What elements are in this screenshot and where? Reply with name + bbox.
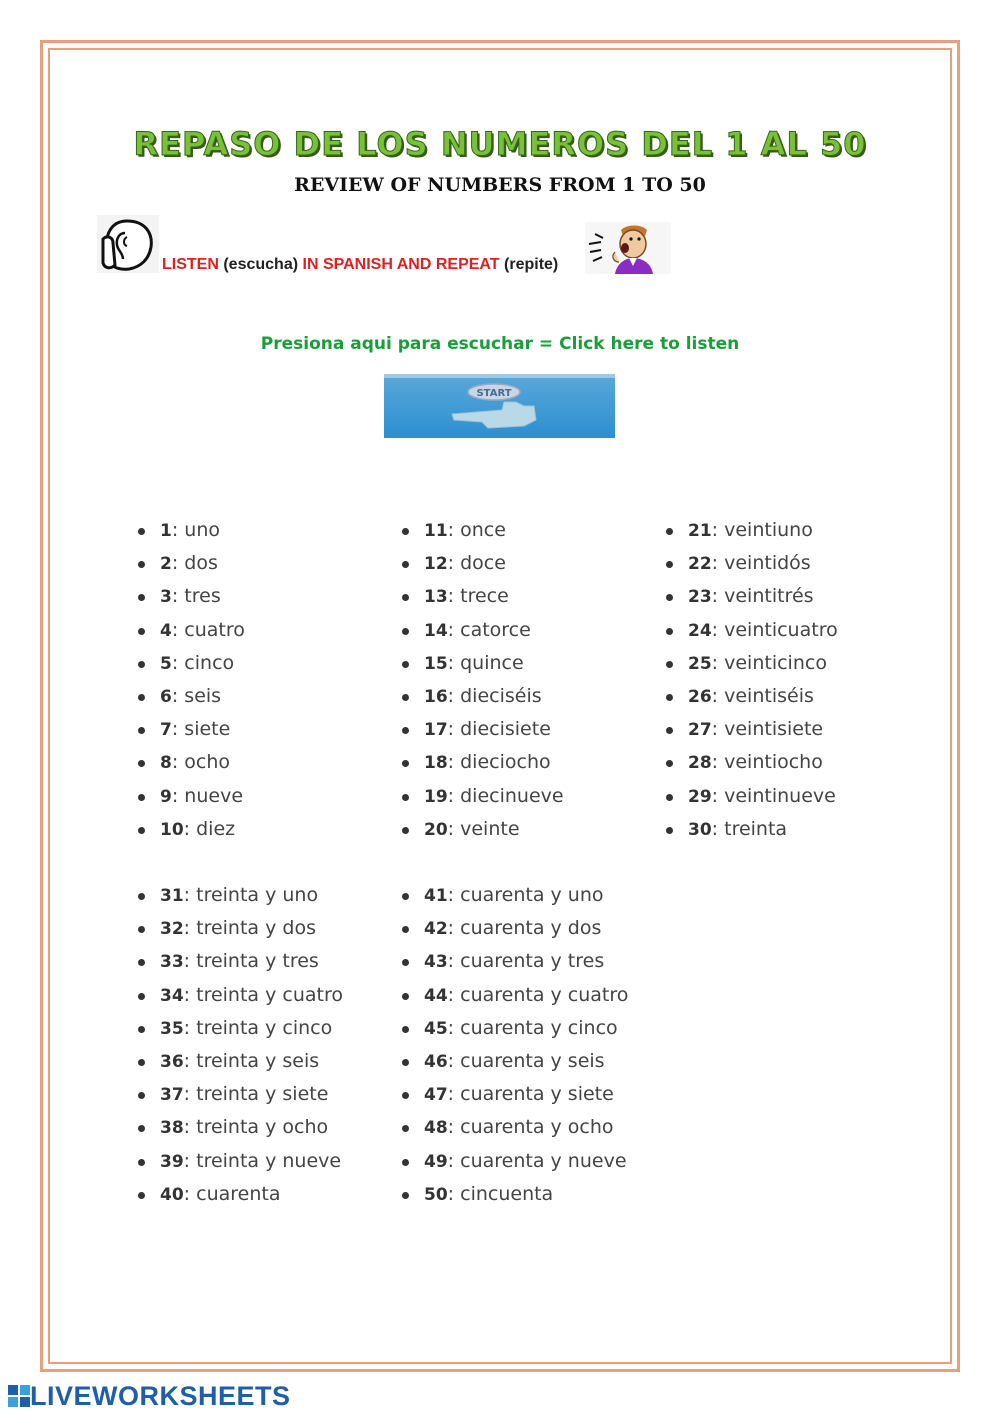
number-word: treinta y tres bbox=[196, 950, 319, 973]
number-word: cuarenta y tres bbox=[460, 950, 605, 973]
number-item: 9: nueve bbox=[138, 780, 245, 813]
number-item: 32: treinta y dos bbox=[138, 912, 343, 945]
footer-brand: LIVEWORKSHEETS bbox=[30, 1380, 291, 1411]
number-item: 16: dieciséis bbox=[402, 680, 564, 713]
number-word: dieciséis bbox=[460, 684, 542, 707]
page-subtitle: REVIEW OF NUMBERS FROM 1 TO 50 bbox=[294, 174, 706, 196]
number-digit: 18 bbox=[424, 753, 448, 774]
number-digit: 19 bbox=[424, 786, 448, 807]
number-word: treinta y siete bbox=[196, 1083, 329, 1106]
number-digit: 22 bbox=[688, 554, 712, 575]
number-item: 26: veintiséis bbox=[666, 680, 838, 713]
click-to-listen-text: Presiona aqui para escuchar = Click here to listen bbox=[260, 334, 740, 354]
number-digit: 44 bbox=[424, 985, 448, 1006]
start-audio-button[interactable] bbox=[384, 374, 615, 438]
number-word: trece bbox=[460, 585, 509, 608]
number-digit: 4 bbox=[160, 620, 172, 641]
number-digit: 5 bbox=[160, 653, 172, 674]
number-item: 6: seis bbox=[138, 680, 245, 713]
number-digit: 30 bbox=[688, 819, 712, 840]
number-word: treinta y cinco bbox=[196, 1016, 333, 1039]
number-word: siete bbox=[184, 718, 231, 741]
number-digit: 12 bbox=[424, 554, 448, 575]
number-digit: 33 bbox=[160, 952, 184, 973]
number-item: 35: treinta y cinco bbox=[138, 1012, 343, 1045]
number-word: doce bbox=[460, 552, 506, 575]
number-item: 42: cuarenta y dos bbox=[402, 912, 628, 945]
number-digit: 40 bbox=[160, 1184, 184, 1205]
number-digit: 3 bbox=[160, 587, 172, 608]
number-digit: 48 bbox=[424, 1118, 448, 1139]
escucha-label: (escucha) bbox=[223, 256, 299, 273]
number-item: 48: cuarenta y ocho bbox=[402, 1111, 628, 1144]
number-digit: 34 bbox=[160, 985, 184, 1006]
number-word: veintinueve bbox=[724, 784, 836, 807]
number-word: cinco bbox=[184, 651, 235, 674]
number-item: 5: cinco bbox=[138, 647, 245, 680]
numbers-list-21-30 bbox=[666, 514, 838, 846]
number-item: 12: doce bbox=[402, 547, 564, 580]
number-word: treinta y uno bbox=[196, 884, 319, 906]
number-digit: 21 bbox=[688, 521, 712, 541]
number-word: quince bbox=[460, 651, 524, 674]
number-word: tres bbox=[184, 585, 221, 608]
number-word: veintiocho bbox=[724, 751, 823, 774]
number-digit: 28 bbox=[688, 753, 712, 774]
repite-label: (repite) bbox=[504, 256, 559, 273]
shouting-person-icon bbox=[585, 222, 671, 274]
number-word: nueve bbox=[184, 784, 244, 807]
number-word: treinta y dos bbox=[196, 917, 316, 940]
number-item: 33: treinta y tres bbox=[138, 945, 343, 978]
number-item: 47: cuarenta y siete bbox=[402, 1078, 628, 1111]
liveworksheets-logo[interactable] bbox=[8, 1382, 291, 1410]
number-digit: 13 bbox=[424, 587, 448, 608]
number-digit: 25 bbox=[688, 653, 712, 674]
number-word: diecinueve bbox=[460, 784, 564, 807]
number-digit: 31 bbox=[160, 886, 184, 906]
number-digit: 27 bbox=[688, 720, 712, 741]
number-item: 28: veintiocho bbox=[666, 746, 838, 779]
number-word: cincuenta bbox=[460, 1182, 554, 1205]
number-item: 15: quince bbox=[402, 647, 564, 680]
number-item: 37: treinta y siete bbox=[138, 1078, 343, 1111]
number-word: veinte bbox=[460, 817, 520, 840]
number-word: cuarenta y seis bbox=[460, 1049, 605, 1072]
start-label: START bbox=[476, 388, 512, 399]
number-item: 34: treinta y cuatro bbox=[138, 979, 343, 1012]
number-digit: 35 bbox=[160, 1018, 184, 1039]
number-digit: 49 bbox=[424, 1151, 448, 1172]
number-word: seis bbox=[184, 684, 222, 707]
number-digit: 29 bbox=[688, 786, 712, 807]
number-item: 7: siete bbox=[138, 713, 245, 746]
number-word: dieciocho bbox=[460, 751, 551, 774]
number-item: 40: cuarenta bbox=[138, 1178, 343, 1211]
number-word: ocho bbox=[184, 751, 231, 774]
number-item: 45: cuarenta y cinco bbox=[402, 1012, 628, 1045]
number-item: 14: catorce bbox=[402, 614, 564, 647]
number-word: cuarenta y uno bbox=[460, 884, 604, 906]
number-digit: 16 bbox=[424, 686, 448, 707]
numbers-list-11-20 bbox=[402, 514, 564, 846]
number-word: cuarenta bbox=[196, 1182, 281, 1205]
number-item: 13: trece bbox=[402, 580, 564, 613]
numbers-list-1-10 bbox=[138, 514, 245, 846]
number-digit: 15 bbox=[424, 653, 448, 674]
number-item: 19: diecinueve bbox=[402, 780, 564, 813]
number-item: 44: cuarenta y cuatro bbox=[402, 979, 628, 1012]
number-item: 23: veintitrés bbox=[666, 580, 838, 613]
number-digit: 20 bbox=[424, 819, 448, 840]
number-word: dos bbox=[184, 552, 218, 575]
number-digit: 23 bbox=[688, 587, 712, 608]
number-word: treinta y ocho bbox=[196, 1116, 329, 1139]
start-hand-icon bbox=[384, 374, 615, 438]
number-word: diecisiete bbox=[460, 718, 551, 741]
number-item: 46: cuarenta y seis bbox=[402, 1045, 628, 1078]
number-word: veintiséis bbox=[724, 684, 814, 707]
number-digit: 50 bbox=[424, 1184, 448, 1205]
listen-label: LISTEN bbox=[162, 256, 219, 273]
number-item: 22: veintidós bbox=[666, 547, 838, 580]
number-digit: 38 bbox=[160, 1118, 184, 1139]
number-digit: 32 bbox=[160, 919, 184, 940]
number-item: 3: tres bbox=[138, 580, 245, 613]
number-word: veinticinco bbox=[724, 651, 827, 674]
number-digit: 42 bbox=[424, 919, 448, 940]
number-item: 25: veinticinco bbox=[666, 647, 838, 680]
number-word: once bbox=[460, 519, 506, 541]
number-item: 18: dieciocho bbox=[402, 746, 564, 779]
number-digit: 37 bbox=[160, 1085, 184, 1106]
number-digit: 39 bbox=[160, 1151, 184, 1172]
number-digit: 11 bbox=[424, 521, 448, 541]
number-word: cuarenta y dos bbox=[460, 917, 602, 940]
number-digit: 45 bbox=[424, 1018, 448, 1039]
number-word: cuarenta y siete bbox=[460, 1083, 614, 1106]
number-item: 39: treinta y nueve bbox=[138, 1145, 343, 1178]
number-item: 24: veinticuatro bbox=[666, 614, 838, 647]
number-word: treinta y nueve bbox=[196, 1149, 342, 1172]
number-item: 10: diez bbox=[138, 813, 245, 846]
number-digit: 6 bbox=[160, 686, 172, 707]
number-word: veintitrés bbox=[724, 585, 814, 608]
number-word: veintiuno bbox=[724, 519, 813, 541]
number-digit: 7 bbox=[160, 720, 172, 741]
number-word: cuarenta y cinco bbox=[460, 1016, 618, 1039]
number-word: veintisiete bbox=[724, 718, 824, 741]
number-item: 27: veintisiete bbox=[666, 713, 838, 746]
number-item: 36: treinta y seis bbox=[138, 1045, 343, 1078]
number-digit: 17 bbox=[424, 720, 448, 741]
number-word: cuarenta y ocho bbox=[460, 1116, 614, 1139]
number-digit: 8 bbox=[160, 753, 172, 774]
number-item: 11: once bbox=[402, 514, 564, 547]
number-item: 31: treinta y uno bbox=[138, 879, 343, 912]
number-digit: 46 bbox=[424, 1051, 448, 1072]
number-digit: 10 bbox=[160, 819, 184, 840]
number-word: catorce bbox=[460, 618, 531, 641]
number-word: cuatro bbox=[184, 618, 245, 641]
number-word: veinticuatro bbox=[724, 618, 838, 641]
number-item: 1: uno bbox=[138, 514, 245, 547]
number-item: 20: veinte bbox=[402, 813, 564, 846]
number-digit: 36 bbox=[160, 1051, 184, 1072]
number-item: 21: veintiuno bbox=[666, 514, 838, 547]
number-word: treinta y cuatro bbox=[196, 983, 343, 1006]
number-digit: 26 bbox=[688, 686, 712, 707]
number-word: veintidós bbox=[724, 552, 811, 575]
number-digit: 14 bbox=[424, 620, 448, 641]
number-digit: 43 bbox=[424, 952, 448, 973]
number-word: uno bbox=[184, 519, 221, 541]
number-item: 50: cincuenta bbox=[402, 1178, 628, 1211]
number-item: 4: cuatro bbox=[138, 614, 245, 647]
number-item: 8: ocho bbox=[138, 746, 245, 779]
numbers-list-41-50 bbox=[402, 879, 628, 1211]
number-word: treinta bbox=[724, 817, 788, 840]
number-word: cuarenta y nueve bbox=[460, 1149, 627, 1172]
number-digit: 41 bbox=[424, 886, 448, 906]
number-item: 38: treinta y ocho bbox=[138, 1111, 343, 1144]
number-item: 41: cuarenta y uno bbox=[402, 879, 628, 912]
number-digit: 1 bbox=[160, 521, 172, 541]
numbers-list-31-40 bbox=[138, 879, 343, 1211]
number-digit: 47 bbox=[424, 1085, 448, 1106]
in-spanish-label: IN SPANISH AND REPEAT bbox=[302, 256, 500, 273]
number-digit: 9 bbox=[160, 786, 172, 807]
number-word: cuarenta y cuatro bbox=[460, 983, 629, 1006]
number-item: 49: cuarenta y nueve bbox=[402, 1145, 628, 1178]
liveworksheets-mark-icon bbox=[8, 1385, 30, 1407]
number-item: 17: diecisiete bbox=[402, 713, 564, 746]
number-digit: 24 bbox=[688, 620, 712, 641]
number-item: 30: treinta bbox=[666, 813, 838, 846]
number-item: 43: cuarenta y tres bbox=[402, 945, 628, 978]
number-word: treinta y seis bbox=[196, 1049, 320, 1072]
number-item: 29: veintinueve bbox=[666, 780, 838, 813]
number-word: diez bbox=[196, 817, 236, 840]
ear-listen-icon bbox=[97, 215, 159, 273]
number-item: 2: dos bbox=[138, 547, 245, 580]
number-digit: 2 bbox=[160, 554, 172, 575]
page-title: REPASO DE LOS NUMEROS DEL 1 AL 50 bbox=[133, 125, 867, 163]
listen-repeat-instruction bbox=[162, 256, 558, 274]
